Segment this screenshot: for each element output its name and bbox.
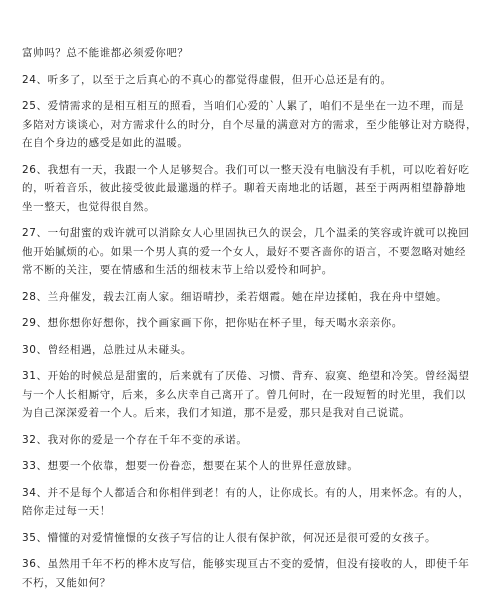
text-line: 多陪对方谈谈心，对方需求什么的时分，自个尽量的满意对方的需求，至少能够让对方晓得， (22, 118, 478, 131)
text-line: 26、我想有一天，我跟一个人足够契合。我们可以一整天没有电脑没有手机，可以吃着好吃 (22, 163, 470, 176)
text-line: 33、想要一个依靠，想要一份眷恋，想要在某个人的世界任意放肆。 (22, 460, 359, 472)
text-line: 25、爱情需求的是相互相互的照看，当咱们心爱的`人累了，咱们不是坐在一边不理，而是 (22, 100, 465, 112)
text-line: 富帅吗？总不能谁都必须爱你吧？ (22, 47, 189, 59)
paragraph-24 (22, 71, 482, 90)
text-line: 29、想你想你好想你，找个画家画下你，把你贴在杯子里，每天喝水亲亲你。 (22, 317, 403, 329)
paragraph-28 (22, 288, 482, 307)
paragraph-continuation (22, 44, 482, 63)
text-line: 35、懵懂的对爱情憧憬的女孩子写信的让人很有保护欲，何况还是很可爱的女孩子。 (22, 531, 437, 544)
text-line: 31、开始的时候总是甜蜜的，后来就有了厌倦、习惯、背弃、寂寞、绝望和冷笑。曾经渴望 (22, 370, 470, 382)
text-line: 34、并不是每个人都适合和你相伴到老！有的人，让你成长。有的人，用来怀念。有的人， (22, 486, 470, 499)
paragraph-32 (22, 431, 482, 450)
text-line: 他开始腻烦的心。如果一个男人真的爱一个女人，最好不要吝啬你的语言，不要忽略对她经 (22, 245, 466, 258)
paragraph-25 (22, 97, 482, 153)
text-line: 不朽，又能如何？ (22, 576, 111, 589)
paragraph-34 (22, 484, 482, 521)
text-line: 30、曾经相遇，总胜过从未碰头。 (22, 343, 192, 356)
text-line: 常不断的关注，要在情感和生活的细枝末节上给以爱怜和呵护。 (22, 264, 333, 276)
paragraph-33 (22, 457, 482, 476)
text-line: 32、我对你的爱是一个存在千年不变的承诺。 (22, 433, 248, 446)
paragraph-31 (22, 367, 482, 423)
text-line: 27、一句甜蜜的戏许就可以消除女人心里固执已久的误会，几个温柔的笑容或许就可以挽回 (22, 227, 470, 239)
text-line: 与一个人长相厮守，后来，多么庆幸自己离开了。曾几何时，在一段短暂的时光里，我们以 (22, 388, 466, 401)
text-line: 28、兰舟催发，载去江南人家。细语晴抄，柔若烟霞。她在岸边揉帕，我在舟中望她。 (22, 290, 448, 303)
text-line: 为自己深深爱着一个人。后来，我们才知道，那不是爱，那只是我对自己说谎。 (22, 407, 411, 419)
text-line: 坐一整天，也觉得很自然。 (22, 200, 156, 213)
paragraph-29 (22, 314, 482, 333)
document-body (22, 44, 482, 600)
paragraph-35 (22, 529, 482, 548)
text-line: 的，听着音乐，彼此接受彼此最邋遢的样子。聊着天南地北的话题，甚至于两两相望静静地 (22, 182, 466, 194)
paragraph-26 (22, 161, 482, 217)
paragraph-30 (22, 341, 482, 360)
text-line: 36、虽然用千年不朽的桦木皮写信，能够实现亘古不变的爱情，但没有接收的人，即使千年 (22, 558, 470, 570)
text-line: 在自个身边的感受是如此的温暖。 (22, 137, 189, 149)
paragraph-36 (22, 555, 482, 592)
text-line: 24、听多了，以至于之后真心的不真心的都觉得虚假，但开心总还是有的。 (22, 73, 392, 86)
paragraph-27 (22, 224, 482, 280)
text-line: 陪你走过每一天！ (22, 505, 111, 517)
